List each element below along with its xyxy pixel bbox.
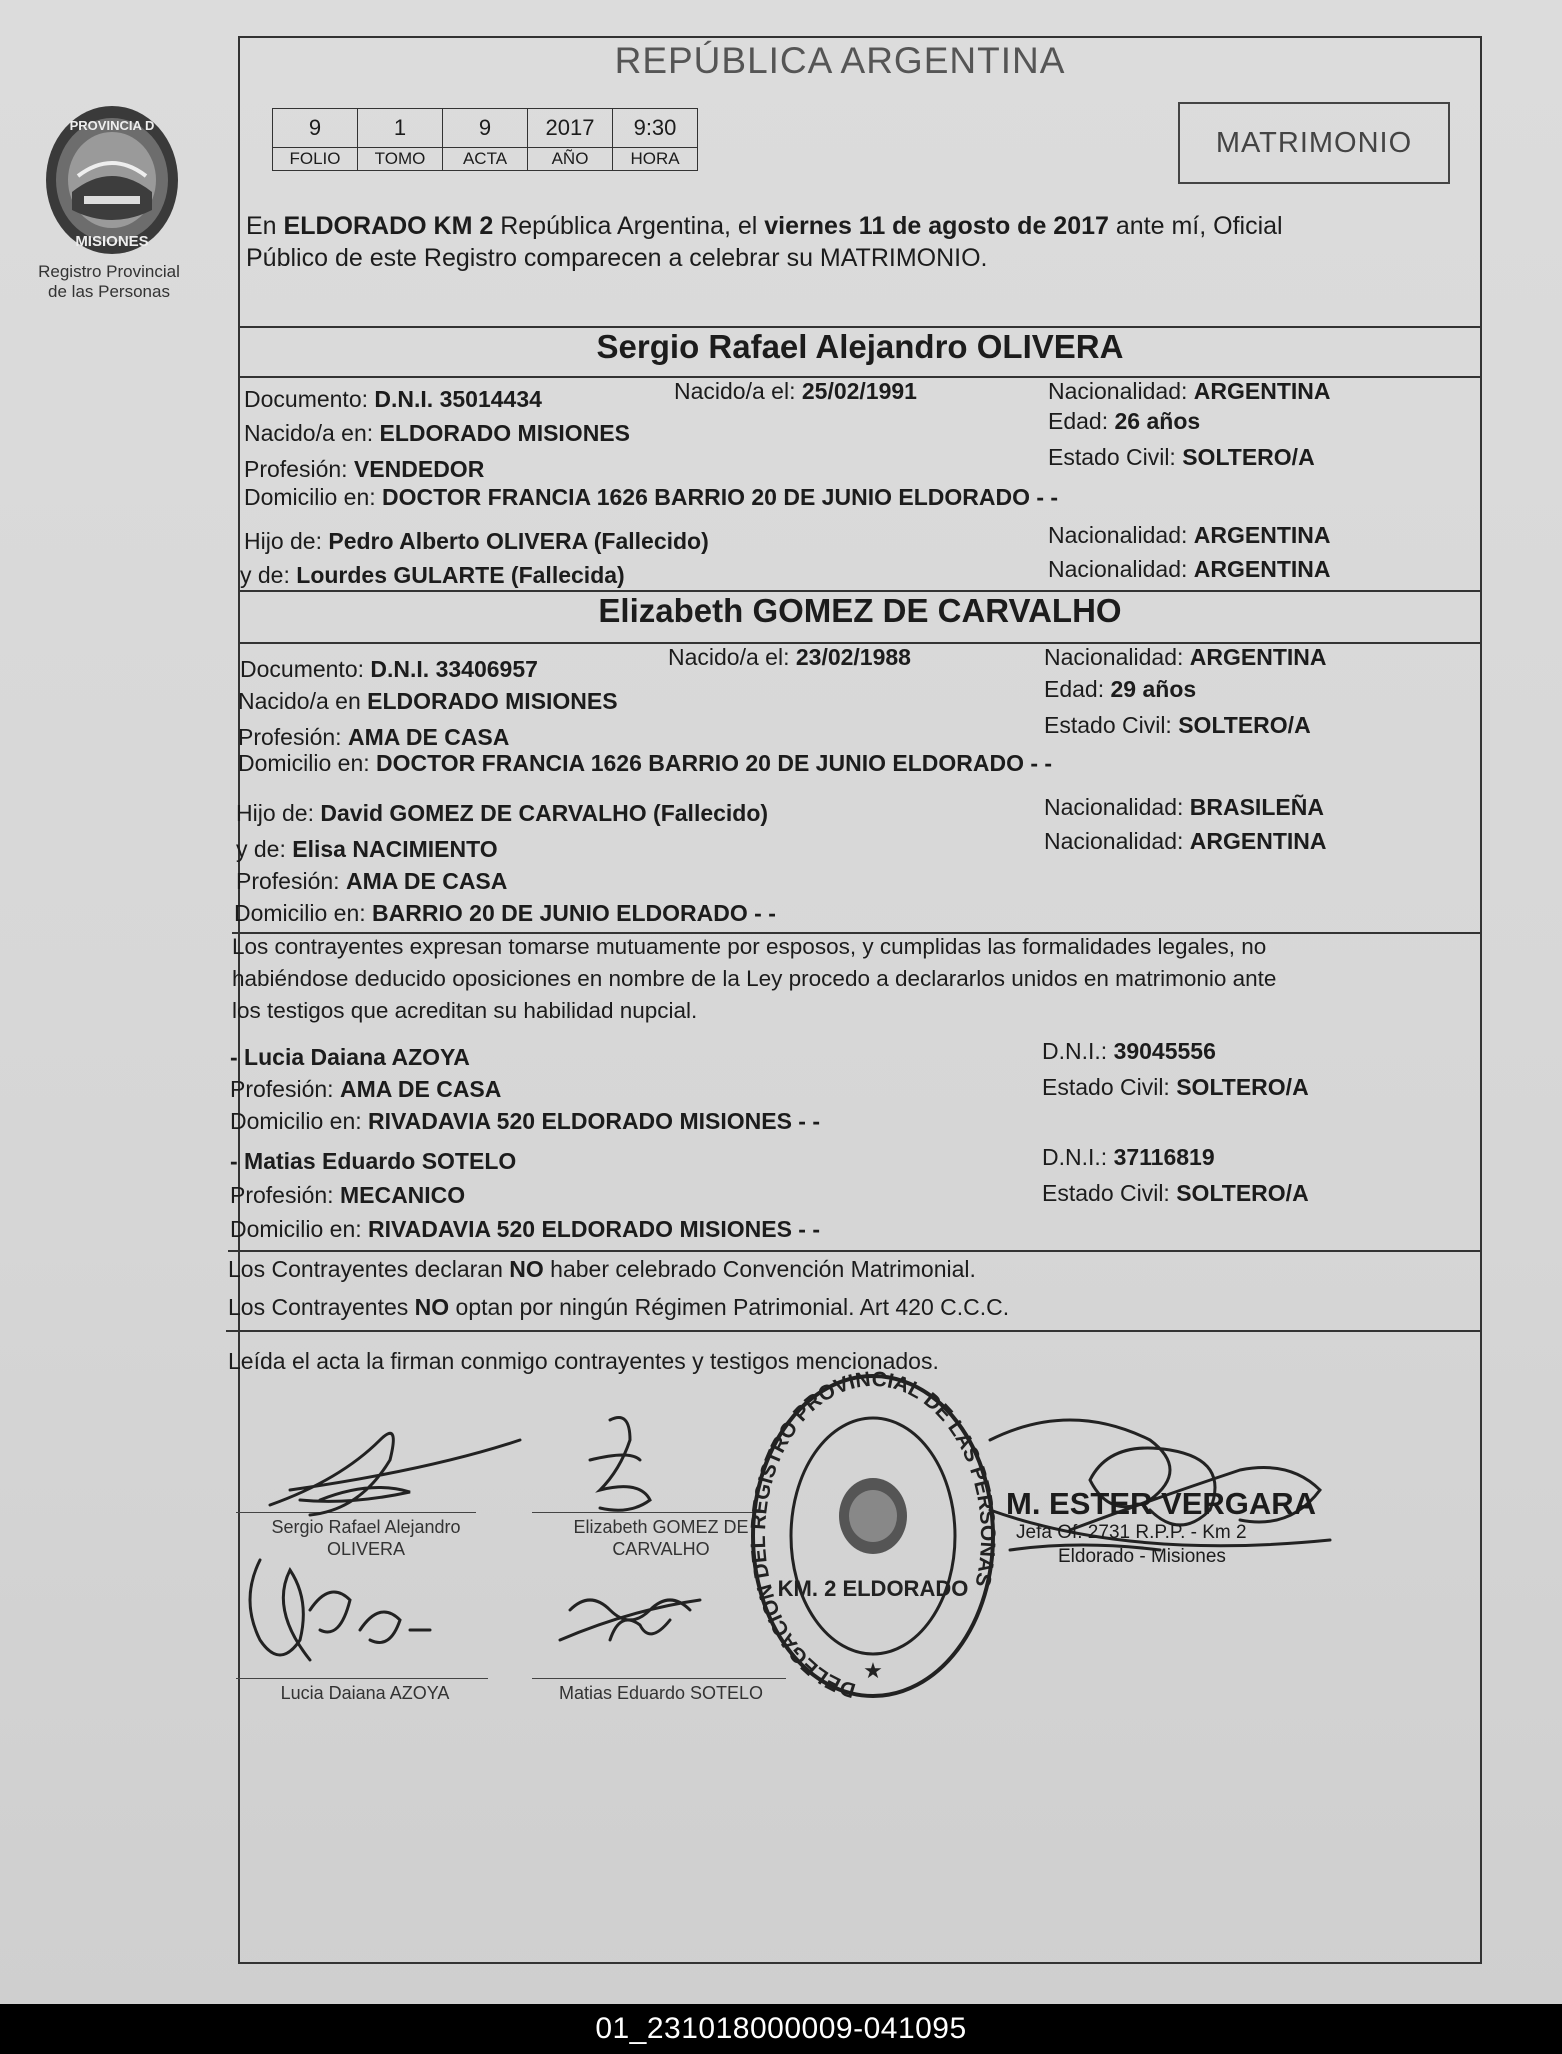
intro-line-1: En ELDORADO KM 2 República Argentina, el viernes 11 de agosto de 2017 ante mí, Oficial [246,212,1283,240]
logo-caption-line-1: Registro Provincial [38,262,180,281]
signature-witness1 [250,1560,430,1660]
spouse1-birthdate: Nacido/a el: 25/02/1991 [674,378,917,404]
regime-line-1: Los Contrayentes declaran NO haber celebrado Convención Matrimonial. [228,1256,976,1282]
witness2-profession: Profesión: MECANICO [230,1182,466,1208]
seal-bottom-text: MISIONES [75,233,149,250]
spouse2-mother-nationality: Nacionalidad: ARGENTINA [1044,828,1327,854]
officer-place: Eldorado - Misiones [1058,1546,1226,1567]
spouse1-name: Sergio Rafael Alejandro OLIVERA [596,328,1124,365]
spouse2-name: Elizabeth GOMEZ DE CARVALHO [598,592,1122,629]
witness2-civil-status: Estado Civil: SOLTERO/A [1042,1180,1309,1206]
spouse2-civil-status: Estado Civil: SOLTERO/A [1044,712,1311,738]
spouse2-mother-profession: Profesión: AMA DE CASA [236,868,508,894]
declaration-line-1: Los contrayentes expresan tomarse mutuamente por esposos, y cumplidas las formalidades legales, no [232,934,1267,959]
spouse1-father: Hijo de: Pedro Alberto OLIVERA (Fallecido) [244,528,709,554]
official-stamp [746,1366,1000,1706]
witness1-civil-status: Estado Civil: SOLTERO/A [1042,1074,1309,1100]
regime-line-2: Los Contrayentes NO optan por ningún Régimen Patrimonial. Art 420 C.C.C. [228,1294,1010,1320]
signature-label-spouse1: Sergio Rafael Alejandro OLIVERA [271,1517,461,1559]
stamp-ring-text: DELEGACION DEL REGISTRO PROVINCIAL DE LAS PERSONAS [746,1367,1000,1702]
anio-label: AÑO [528,148,613,171]
spouse2-mother: y de: Elisa NACIMIENTO [236,836,498,862]
signature-spouse1 [270,1433,520,1515]
spouse2-nationality: Nacionalidad: ARGENTINA [1044,644,1327,670]
spouse1-document: Documento: D.N.I. 35014434 [244,386,542,412]
signature-label-spouse2: Elizabeth GOMEZ DE CARVALHO [573,1517,749,1559]
officer-title: Jefa Of. 2731 R.P.P. - Km 2 [1016,1522,1247,1543]
declaration-line-2: habiéndose deducido oposiciones en nombre de la Ley procedo a declararlos unidos en matrimonio ante [232,966,1277,991]
hora-label: HORA [613,148,698,171]
signature-label-witness1: Lucia Daiana AZOYA [280,1683,450,1703]
registry-table [272,108,698,171]
signature-witness2 [560,1600,700,1640]
logo-caption [14,262,204,302]
spouse2-profession: Profesión: AMA DE CASA [238,724,510,750]
spouse2-document: Documento: D.N.I. 33406957 [240,656,538,682]
witness1-profession: Profesión: AMA DE CASA [230,1076,502,1102]
seal-top-text: PROVINCIA D [69,118,155,133]
stamp-inner-text: KM. 2 ELDORADO [777,1576,969,1601]
spouse1-civil-status: Estado Civil: SOLTERO/A [1048,444,1315,470]
tomo-value: 1 [358,109,443,148]
witness2-address: Domicilio en: RIVADAVIA 520 ELDORADO MISIONES - - [230,1216,821,1242]
folio-value: 9 [273,109,358,148]
spouse1-profession: Profesión: VENDEDOR [244,456,485,482]
spouse1-nationality: Nacionalidad: ARGENTINA [1048,378,1331,404]
provincial-seal-logo [38,100,186,260]
declaration-line-3: los testigos que acreditan su habilidad nupcial. [232,998,698,1023]
footer-file-id: 01_231018000009-041095 [0,2004,1562,2054]
officer-name: M. ESTER VERGARA [1006,1486,1317,1521]
witness1-name: - Lucia Daiana AZOYA [230,1044,470,1070]
spouse2-birthplace: Nacido/a en ELDORADO MISIONES [238,688,618,714]
spouse2-age: Edad: 29 años [1044,676,1197,702]
anio-value: 2017 [528,109,613,148]
divider [226,1330,1480,1332]
logo-caption-line-2: de las Personas [48,282,170,301]
spouse1-mother-nationality: Nacionalidad: ARGENTINA [1048,556,1331,582]
document-title: REPÚBLICA ARGENTINA [614,40,1066,81]
spouse1-mother: y de: Lourdes GULARTE (Fallecida) [240,562,625,588]
spouse1-birthplace: Nacido/a en: ELDORADO MISIONES [244,420,630,446]
witness2-name: - Matias Eduardo SOTELO [230,1148,517,1174]
spouse1-address: Domicilio en: DOCTOR FRANCIA 1626 BARRIO 20 DE JUNIO ELDORADO - - [244,484,1059,510]
spouse2-birthdate: Nacido/a el: 23/02/1988 [668,644,911,670]
intro-line-2: Público de este Registro comparecen a celebrar su MATRIMONIO. [246,244,988,272]
acta-label: ACTA [443,148,528,171]
spouse2-address: Domicilio en: DOCTOR FRANCIA 1626 BARRIO 20 DE JUNIO ELDORADO - - [238,750,1053,776]
signature-label-witness2: Matias Eduardo SOTELO [558,1683,764,1703]
spouse1-father-nationality: Nacionalidad: ARGENTINA [1048,522,1331,548]
closing-statement: Leída el acta la firman conmigo contrayentes y testigos mencionados. [228,1348,939,1374]
tomo-label: TOMO [358,148,443,171]
record-type-box: MATRIMONIO [1178,102,1450,184]
spouse2-father-nationality: Nacionalidad: BRASILEÑA [1044,794,1324,820]
star-icon: ★ [863,1658,883,1683]
spouse1-age: Edad: 26 años [1048,408,1201,434]
signature-spouse2 [590,1418,650,1511]
witness1-dni: D.N.I.: 39045556 [1042,1038,1216,1064]
acta-value: 9 [443,109,528,148]
spouse2-father: Hijo de: David GOMEZ DE CARVALHO (Fallecido) [236,800,769,826]
folio-label: FOLIO [273,148,358,171]
divider [228,1250,1480,1252]
hora-value: 9:30 [613,109,698,148]
spouse2-mother-address: Domicilio en: BARRIO 20 DE JUNIO ELDORADO - - [234,900,776,926]
witness2-dni: D.N.I.: 37116819 [1042,1144,1215,1170]
witness1-address: Domicilio en: RIVADAVIA 520 ELDORADO MISIONES - - [230,1108,821,1134]
